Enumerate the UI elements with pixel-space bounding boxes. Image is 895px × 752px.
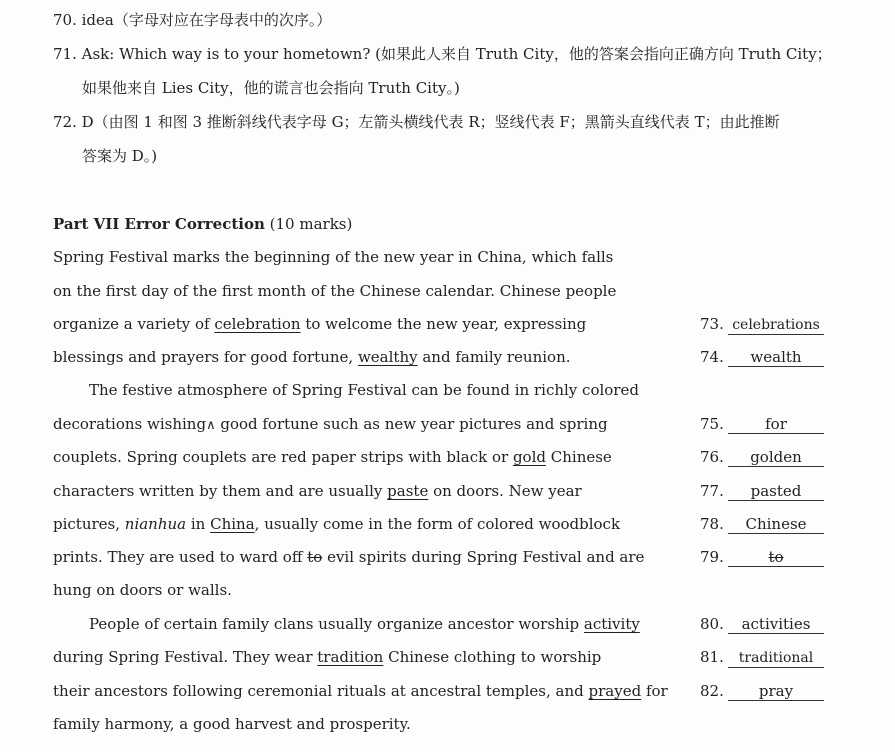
correction-answer: golden bbox=[728, 449, 824, 467]
passage-line-7: couplets. Spring couplets are red paper strips with black or gold Chinese bbox=[53, 448, 612, 466]
error-word: paste bbox=[387, 482, 429, 500]
passage-line-3: organize a variety of celebration to welcome the new year, expressing bbox=[53, 315, 587, 333]
correction-77: 77. pasted bbox=[700, 481, 824, 501]
error-word: tradition bbox=[317, 648, 384, 666]
correction-79: 79. to bbox=[700, 547, 824, 567]
correction-answer: celebrations bbox=[728, 317, 824, 335]
correction-82: 82. pray bbox=[700, 681, 824, 701]
passage-line-9: pictures, nianhua in China, usually come in the form of colored woodblock bbox=[53, 515, 621, 533]
error-word: wealthy bbox=[357, 348, 418, 366]
correction-80: 80. activities bbox=[700, 614, 824, 634]
passage-line-10: prints. They are used to ward off to evil spirits during Spring Festival and are bbox=[53, 548, 645, 566]
passage-line-2: on the first day of the first month of the Chinese calendar. Chinese people bbox=[53, 282, 617, 300]
error-word: to bbox=[307, 548, 323, 566]
passage-line-14: their ancestors following ceremonial rituals at ancestral temples, and prayed for bbox=[53, 682, 668, 700]
passage-line-4: blessings and prayers for good fortune, wealthy and family reunion. bbox=[53, 348, 571, 366]
correction-answer: traditional bbox=[728, 650, 824, 668]
correction-78: 78. Chinese bbox=[700, 514, 824, 534]
passage-line-13: during Spring Festival. They wear tradition Chinese clothing to worship bbox=[53, 648, 602, 666]
passage-line-6: decorations wishing∧ good fortune such as new year pictures and spring bbox=[53, 415, 608, 433]
passage-line-1: Spring Festival marks the beginning of the new year in China, which falls bbox=[53, 248, 614, 266]
correction-answer: to bbox=[728, 549, 824, 567]
passage-line-15: family harmony, a good harvest and prosperity. bbox=[53, 715, 411, 733]
passage-line-8: characters written by them and are usually paste on doors. New year bbox=[53, 482, 582, 500]
passage-line-12: People of certain family clans usually organize ancestor worship activity bbox=[89, 615, 640, 633]
part-marks: (10 marks) bbox=[269, 215, 353, 233]
answer-71-line1: 71. Ask: Which way is to your hometown? (如果此人来自 Truth City，他的答案会指向正确方向 Truth City； bbox=[53, 45, 832, 63]
correction-81: 81. traditional bbox=[700, 647, 824, 668]
passage-line-5: The festive atmosphere of Spring Festival can be found in richly colored bbox=[89, 381, 639, 399]
error-word: China bbox=[210, 515, 255, 533]
part-heading bbox=[53, 214, 352, 234]
answer-71-line2: 如果他来自 Lies City，他的谎言也会指向 Truth City。) bbox=[82, 79, 460, 97]
correction-answer: activities bbox=[728, 616, 824, 634]
correction-answer: wealth bbox=[728, 349, 824, 367]
correction-73: 73. celebrations bbox=[700, 314, 824, 335]
answer-72-line1: 72. D（由图 1 和图 3 推断斜线代表字母 G；左箭头横线代表 R；竖线代表 F；黑箭头直线代表 T；由此推断 bbox=[53, 113, 780, 131]
part-title: Part VII Error Correction bbox=[53, 215, 265, 233]
correction-75: 75. for bbox=[700, 414, 824, 434]
correction-74: 74. wealth bbox=[700, 347, 824, 367]
correction-answer: pray bbox=[728, 683, 824, 701]
correction-answer: for bbox=[728, 416, 824, 434]
error-word: celebration bbox=[214, 315, 301, 333]
correction-answer: Chinese bbox=[728, 516, 824, 534]
error-word: activity bbox=[583, 615, 640, 633]
correction-answer: pasted bbox=[728, 483, 824, 501]
answer-70: 70. idea（字母对应在字母表中的次序。） bbox=[53, 11, 332, 29]
error-word: prayed bbox=[588, 682, 642, 700]
correction-76: 76. golden bbox=[700, 447, 824, 467]
insert-caret-icon: ∧ bbox=[206, 418, 216, 433]
passage-line-11: hung on doors or walls. bbox=[53, 581, 232, 599]
error-word: gold bbox=[512, 448, 546, 466]
answer-72-line2: 答案为 D。) bbox=[82, 147, 158, 165]
